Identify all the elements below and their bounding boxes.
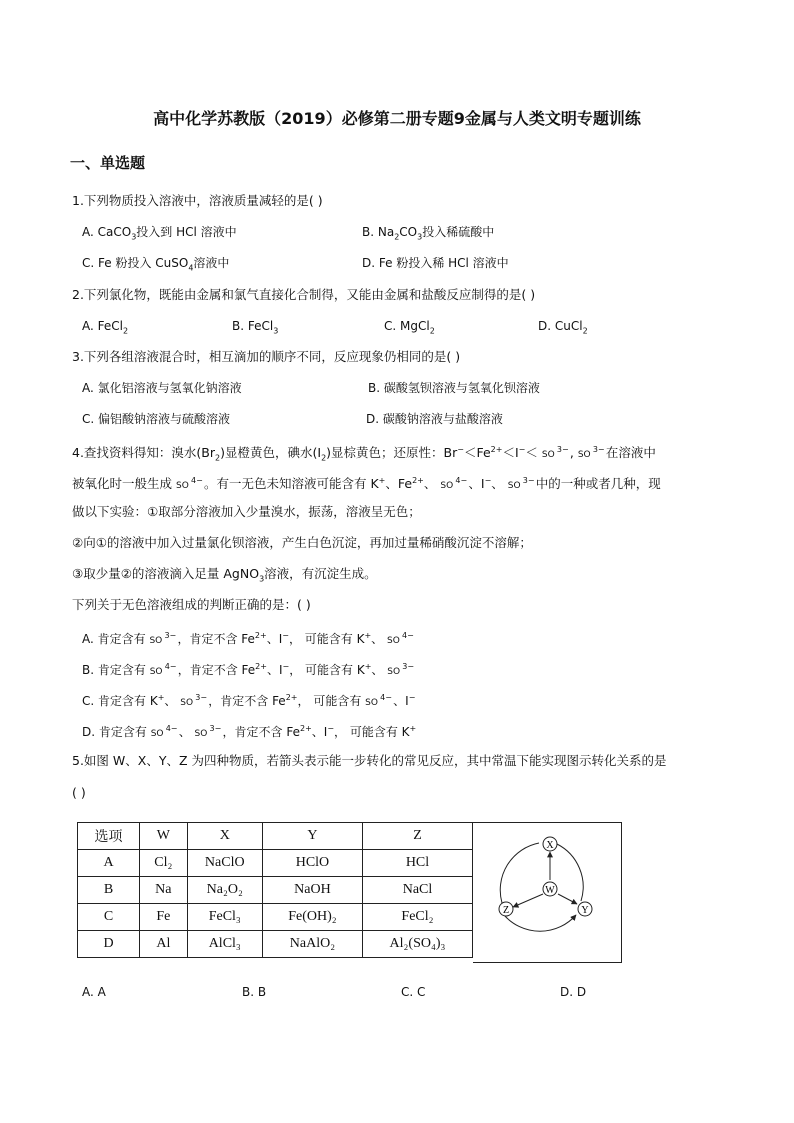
- q5-stem-line-2: ( ): [72, 785, 86, 800]
- sulfite-ion: SO 3−: [507, 476, 535, 492]
- node-y: Y: [581, 905, 589, 916]
- node-x: X: [546, 840, 554, 851]
- q3-stem: 3.下列各组溶液混合时，相互滴加的顺序不同，反应现象仍相同的是( ): [72, 349, 461, 364]
- q5-option-b[interactable]: B. B: [242, 985, 267, 999]
- q3-option-c[interactable]: C. 偏铝酸钠溶液与硫酸溶液: [82, 412, 231, 426]
- q4-line-2: 被氧化时一般生成 SO 4− 。有一无色未知溶液可能含有 K+、$Fe^{2+}$、 SO 4− 、I−、 SO 3− 中的一种或者几种，现: [72, 476, 661, 492]
- conversion-diagram-frame: [473, 822, 622, 963]
- q1-stem: 1.下列物质投入溶液中，溶液质量减轻的是( ): [72, 193, 323, 208]
- q3-option-d[interactable]: D. 碳酸钠溶液与盐酸溶液: [366, 412, 503, 426]
- q5-option-d[interactable]: D. D: [560, 985, 587, 999]
- table-row: D Al AlCl₃ NaAlO₂ Al₂(SO₄)₃: [78, 931, 473, 958]
- table-row: B Na Na₂O₂ NaOH NaCl: [78, 877, 473, 904]
- conversion-diagram: [473, 823, 622, 964]
- sulfate-ion: SO 4−: [440, 476, 468, 492]
- q4-option-b[interactable]: B. 肯定含有 SO 4− ，肯定不含 $Fe^{2+}$、I−， 可能含有 K+、 SO 3−: [82, 662, 415, 677]
- q1-option-c[interactable]: C. Fe 粉投入 CuSO$_4$溶液中: [82, 256, 230, 273]
- table-header-row: 选项 W X Y Z: [78, 823, 473, 850]
- q2-stem: 2.下列氯化物，既能由金属和氯气直接化合制得，又能由金属和盐酸反应制得的是( ): [72, 287, 536, 302]
- table-row: A Cl₂ NaClO HClO HCl: [78, 850, 473, 877]
- sulfite-ion: SO 3−: [577, 445, 605, 461]
- q3-option-a[interactable]: A. 氯化铝溶液与氢氧化钠溶液: [82, 381, 242, 395]
- q2-option-a[interactable]: A. FeCl$_2$: [82, 319, 129, 336]
- q5-stem-line-1: 5.如图 W、X、Y、Z 为四种物质，若箭头表示能一步转化的常见反应，其中常温下能实现图示转化关系的是: [72, 753, 667, 768]
- q4-line-6: 下列关于无色溶液组成的判断正确的是：( ): [72, 597, 311, 612]
- q2-option-c[interactable]: C. MgCl$_2$: [384, 319, 435, 336]
- node-z: Z: [502, 905, 510, 916]
- q5-option-c[interactable]: C. C: [401, 985, 426, 999]
- section-heading: 一、单选题: [70, 154, 146, 172]
- q1-option-a[interactable]: A. CaCO$_3$投入到 HCl 溶液中: [82, 225, 237, 242]
- q4-option-c[interactable]: C. 肯定含有 K+、 SO 3− ，肯定不含 $Fe^{2+}$， 可能含有 SO 4− 、I−: [82, 693, 416, 708]
- q2-option-d[interactable]: D. CuCl$_2$: [538, 319, 588, 336]
- q2-option-b[interactable]: B. FeCl$_3$: [232, 319, 279, 336]
- q4-option-a[interactable]: A. 肯定含有 SO 3− ，肯定不含 $Fe^{2+}$、I−， 可能含有 K+、 SO 4−: [82, 631, 414, 646]
- table-row: C Fe FeCl₃ Fe(OH)₂ FeCl₂: [78, 904, 473, 931]
- q5-options-table: [77, 822, 473, 958]
- q4-line-4: ②向①的溶液中加入过量氯化钡溶液，产生白色沉淀，再加过量稀硝酸沉淀不溶解；: [72, 535, 532, 550]
- q1-option-d[interactable]: D. Fe 粉投入稀 HCl 溶液中: [362, 256, 509, 270]
- q4-option-d[interactable]: D. 肯定含有 SO 4− 、 SO 3− ，肯定不含 $Fe^{2+}$、I−， 可能含有 K+: [82, 724, 417, 739]
- q5-option-a[interactable]: A. A: [82, 985, 106, 999]
- document-title: 高中化学苏教版（2019）必修第二册专题9金属与人类文明专题训练: [153, 109, 641, 128]
- q4-line-5: ③取少量②的溶液滴入足量 AgNO$_3$溶液，有沉淀生成。: [72, 566, 377, 584]
- sulfate-ion: SO 4−: [176, 476, 203, 492]
- q4-line-3: 做以下实验：①取部分溶液加入少量溴水，振荡，溶液呈无色；: [72, 504, 421, 519]
- q4-line-1: 4.查找资料得知：溴水$(Br_2)$显橙黄色，碘水$(I_2)$显棕黄色；还原性：$Br^-<Fe^{2+}<I^-<$ SO 3− , SO 3− 在溶液中: [72, 445, 656, 463]
- node-w: W: [545, 885, 555, 896]
- q1-option-b[interactable]: B. $Na_2CO_3$投入稀硫酸中: [362, 225, 495, 242]
- sulfite-ion: SO 3−: [541, 445, 569, 461]
- q3-option-b[interactable]: B. 碳酸氢钡溶液与氢氧化钡溶液: [368, 381, 540, 395]
